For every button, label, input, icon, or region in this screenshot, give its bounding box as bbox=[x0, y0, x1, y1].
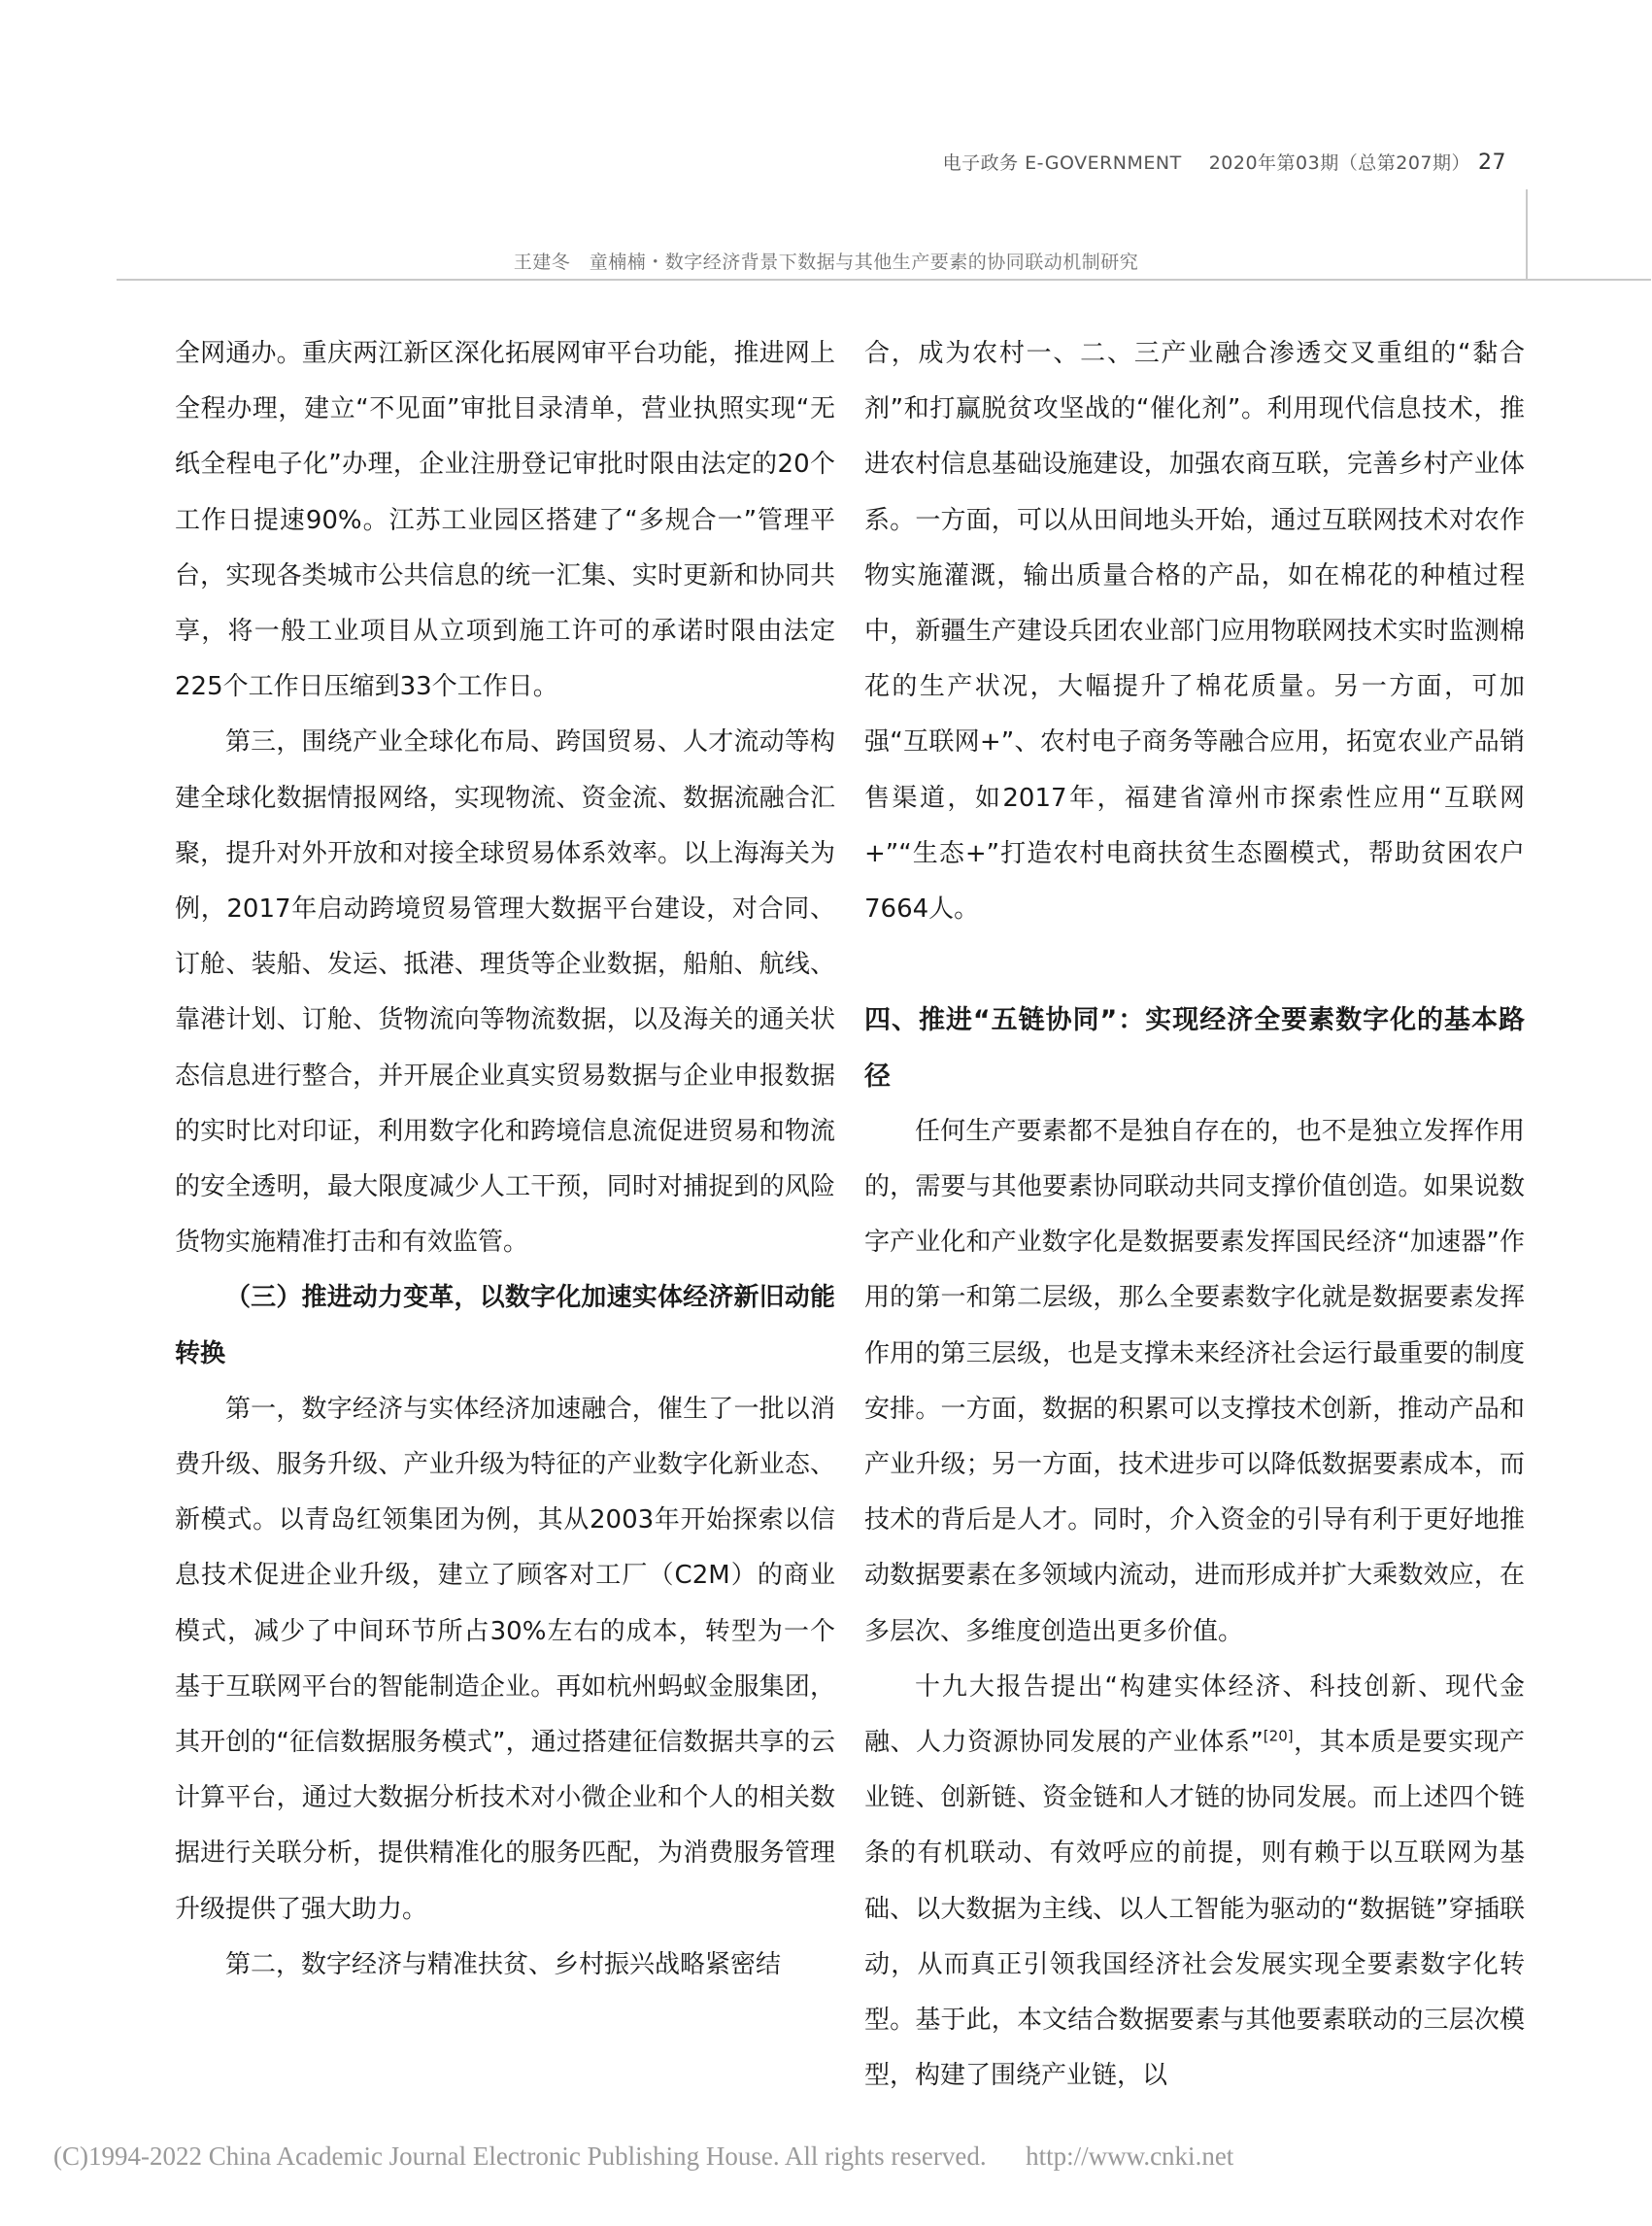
left-paragraph-4: 第二，数字经济与精准扶贫、乡村振兴战略紧密结 bbox=[225, 1949, 782, 1979]
issue-info: 2020年第03期（总第207期） bbox=[1208, 152, 1470, 174]
copyright-text: (C)1994-2022 China Academic Journal Electronic Publishing House. All rights reserved. bbox=[53, 2142, 987, 2171]
running-header bbox=[943, 149, 1506, 175]
section-heading-4: 四、推进“五链协同”：实现经济全要素数字化的基本路径 bbox=[864, 1005, 1525, 1092]
left-column bbox=[175, 326, 835, 1993]
right-paragraph-2: 任何生产要素都不是独自存在的，也不是独立发挥作用的，需要与其他要素协同联动共同支撑价值创造。如果说数字产业化和产业数字化是数据要素发挥国民经济“加速器”作用的第一和第二层级，那么全要素数字化就是数据要素发挥作用的第三层级，也是支撑未来经济社会运行最重要的制度安排。一方面，数据的积累可以支撑技术创新，推动产品和产业升级；另一方面，技术进步可以降低数据要素成本，而技术的背后是人才。同时，介入资金的引导有利于更好地推动数据要素在多领域内流动，进而形成并扩大乘数效应，在多层次、多维度创造出更多价值。 bbox=[864, 1116, 1525, 1646]
journal-name: 电子政务 E-GOVERNMENT bbox=[942, 152, 1182, 174]
header-horizontal-rule bbox=[117, 279, 1651, 281]
right-paragraph-1: 合，成为农村一、二、三产业融合渗透交叉重组的“黏合剂”和打赢脱贫攻坚战的“催化剂”。利用现代信息技术，推进农村信息基础设施建设，加强农商互联，完善乡村产业体系。一方面，可以从田间地头开始，通过互联网技术对农作物实施灌溉，输出质量合格的产品，如在棉花的种植过程中，新疆生产建设兵团农业部门应用物联网技术实时监测棉花的生产状况，大幅提升了棉花质量。另一方面，可加强“互联网+”、农村电子商务等融合应用，拓宽农业产品销售渠道，如2017年，福建省漳州市探索性应用“互联网+”“生态+”打造农村电商扶贫生态圈模式，帮助贫困农户7664人。 bbox=[864, 339, 1525, 925]
right-column bbox=[864, 326, 1525, 2104]
citation-ref: [20] bbox=[1263, 1727, 1294, 1745]
article-running-title: 王建冬 童楠楠・数字经济背景下数据与其他生产要素的协同联动机制研究 bbox=[513, 252, 1139, 273]
left-paragraph-2: 第三，围绕产业全球化布局、跨国贸易、人才流动等构建全球化数据情报网络，实现物流、资金流、数据流融合汇聚，提升对外开放和对接全球贸易体系效率。以上海海关为例，2017年启动跨境贸易管理大数据平台建设，对合同、订舱、装船、发运、抵港、理货等企业数据，船舶、航线、靠港计划、订舱、货物流向等物流数据，以及海关的通关状态信息进行整合，并开展企业真实贸易数据与企业申报数据的实时比对印证，利用数字化和跨境信息流促进贸易和物流的安全透明，最大限度减少人工干预，同时对捕捉到的风险货物实施精准打击和有效监管。 bbox=[175, 727, 835, 1258]
right-paragraph-3-part-b: ，其本质是要实现产业链、创新链、资金链和人才链的协同发展。而上述四个链条的有机联动、有效呼应的前提，则有赖于以互联网为基础、以大数据为主线、以人工智能为驱动的“数据链”穿插联动，从而真正引领我国经济社会发展实现全要素数字化转型。基于此，本文结合数据要素与其他要素联动的三层次模型，构建了围绕产业链，以 bbox=[864, 1728, 1525, 2091]
source-url: http://www.cnki.net bbox=[1026, 2142, 1234, 2171]
page-number: 27 bbox=[1478, 151, 1506, 175]
right-paragraph-3 bbox=[864, 1660, 1525, 2105]
left-paragraph-1: 全网通办。重庆两江新区深化拓展网审平台功能，推进网上全程办理，建立“不见面”审批目录清单，营业执照实现“无纸全程电子化”办理，企业注册登记审批时限由法定的20个工作日提速90%。江苏工业园区搭建了“多规合一”管理平台，实现各类城市公共信息的统一汇集、实时更新和协同共享，将一般工业项目从立项到施工许可的承诺时限由法定225个工作日压缩到33个工作日。 bbox=[175, 339, 835, 702]
right-paragraph-3-part-a: 十九大报告提出“构建实体经济、科技创新、现代金融、人力资源协同发展的产业体系” bbox=[864, 1671, 1525, 1758]
left-paragraph-3: 第一，数字经济与实体经济加速融合，催生了一批以消费升级、服务升级、产业升级为特征的产业数字化新业态、新模式。以青岛红领集团为例，其从2003年开始探索以信息技术促进企业升级，建立了顾客对工厂（C2M）的商业模式，减少了中间环节所占30%左右的成本，转型为一个基于互联网平台的智能制造企业。再如杭州蚂蚁金服集团，其开创的“征信数据服务模式”，通过搭建征信数据共享的云计算平台，通过大数据分析技术对小微企业和个人的相关数据进行关联分析，提供精准化的服务匹配，为消费服务管理升级提供了强大助力。 bbox=[175, 1394, 835, 1924]
spacer bbox=[864, 937, 1525, 993]
section-heading-3: （三）推进动力变革，以数字化加速实体经济新旧动能转换 bbox=[175, 1283, 835, 1368]
copyright-footer bbox=[53, 2142, 1607, 2172]
